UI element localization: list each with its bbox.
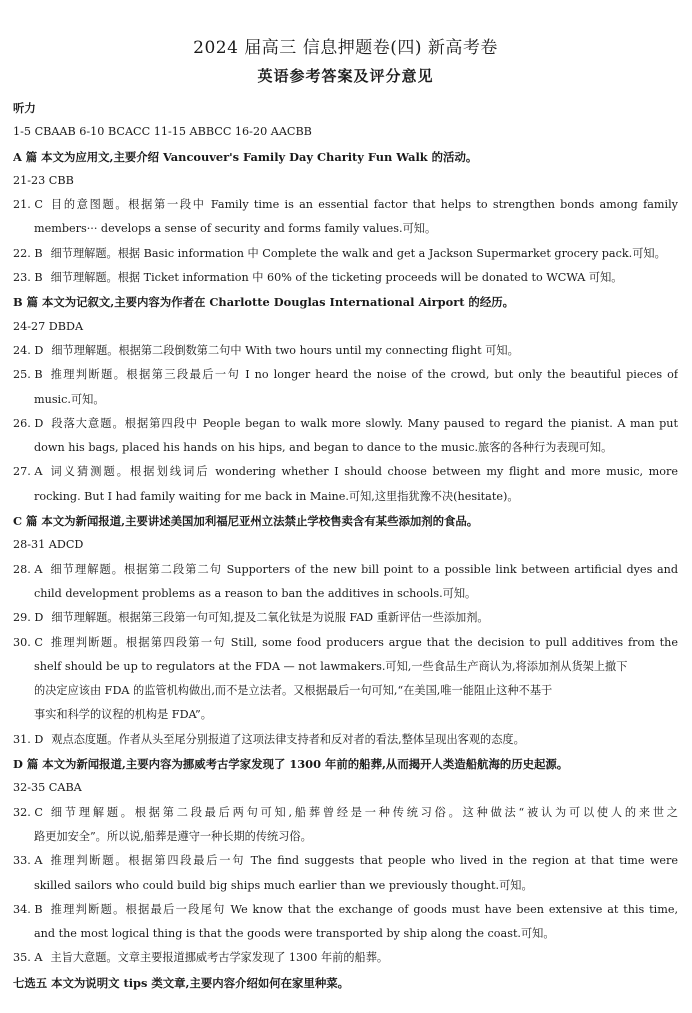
question-number: 24. D [13, 343, 44, 357]
explanation-continuation: 的决定应该由 FDA 的监管机构做出,而不是立法者。又根据最后一句可知,“在美国,唯一能阻止这种不基于 [34, 684, 553, 698]
section-c-heading: C 篇 本文为新闻报道,主要讲述美国加利福尼亚州立法禁止学校售卖含有某些添加剂的食品。 [13, 514, 479, 529]
page-subtitle: 英语参考答案及评分意见 [257, 67, 434, 85]
explanation-continuation: music.可知。 [34, 392, 105, 406]
question-22 [13, 242, 678, 266]
question-29 [13, 606, 678, 630]
page-title: 2024 届高三 信息押题卷(四) 新高考卷 [193, 38, 498, 58]
question-28 [13, 558, 678, 582]
explanation-continuation: rocking. But I had family waiting for me back in Maine.可知,这里指犹豫不决(hesitate)。 [34, 489, 519, 503]
question-number: 23. B [13, 271, 43, 285]
question-number: 25. B [13, 368, 43, 382]
section-b-answers: 24-27 DBDA [13, 319, 84, 333]
question-number: 27. A [13, 465, 43, 479]
explanation-continuation: 事实和科学的议程的机构是 FDA”。 [34, 708, 212, 722]
explanation-line: 目的意图题。根据第一段中 Family time is an essential factor that helps to strengthen bonds among family [50, 198, 678, 212]
explanation-line: 细节理解题。根据第三段第一句可知,提及二氧化钛是为说服 FAD 重新评估一些添加剂。 [51, 611, 489, 625]
section-b-heading: B 篇 本文为记叙文,主要内容为作者在 Charlotte Douglas International Airport 的经历。 [13, 295, 514, 310]
explanation-line: 细节理解题。根据 Ticket information 中 60% of the ticketing proceeds will be donated to WCWA 可知。 [50, 271, 623, 285]
explanation-line: 段落大意题。根据第四段中 People began to walk more slowly. Many paused to regard the pianist. A man put [51, 416, 678, 430]
explanation-line: 词义猜测题。根据划线词后 wondering whether I should choose between my flight and more music, more [50, 465, 678, 479]
question-number: 21. C [13, 198, 43, 212]
answer-content [13, 96, 678, 995]
question-34 [13, 898, 678, 922]
section-c-answers: 28-31 ADCD [13, 538, 84, 552]
question-number: 26. D [13, 416, 44, 430]
explanation-line: 主旨大意题。文章主要报道挪威考古学家发现了 1300 年前的船葬。 [50, 951, 389, 965]
section-a-answers: 21-23 CBB [13, 173, 74, 187]
explanation-continuation: and the most logical thing is that the goods were transported by ship along the coast.可知。 [34, 927, 555, 941]
question-number: 35. A [13, 951, 43, 965]
question-24 [13, 339, 678, 363]
explanation-line: 推理判断题。根据最后一段尾句 We know that the exchange of goods must have been extensive at this time, [50, 902, 678, 916]
question-32 [13, 801, 678, 825]
question-number: 34. B [13, 902, 43, 916]
question-31 [13, 728, 678, 752]
explanation-line: 推理判断题。根据第三段最后一句 I no longer heard the noise of the crowd, but only the beautiful pieces of [50, 368, 678, 382]
question-number: 32. C [13, 805, 43, 819]
question-21 [13, 193, 678, 217]
question-23 [13, 266, 678, 290]
question-number: 33. A [13, 854, 43, 868]
section-a-heading: A 篇 本文为应用文,主要介绍 Vancouver's Family Day Charity Fun Walk 的活动。 [13, 149, 478, 164]
explanation-continuation: child development problems as a reason to ban the additives in schools.可知。 [34, 586, 477, 600]
question-number: 22. B [13, 246, 43, 260]
question-25 [13, 363, 678, 387]
explanation-line: 细节理解题。根据 Basic information 中 Complete the walk and get a Jackson Supermarket grocery pack.可知。 [50, 246, 666, 260]
explanation-line: 推理判断题。根据第四段第一句 Still, some food producers argue that the decision to pull additives from the [50, 635, 678, 649]
explanation-line: 细节理解题。根据第二段最后两句可知,船葬曾经是一种传统习俗。这种做法“被认为可以使人的来世之 [50, 805, 678, 819]
question-27 [13, 460, 678, 484]
explanation-line: 细节理解题。根据第二段倒数第二句中 With two hours until my connecting flight 可知。 [51, 343, 519, 357]
question-number: 28. A [13, 562, 43, 576]
explanation-line: 推理判断题。根据第四段最后一句 The find suggests that people who lived in the region at that time were [50, 854, 678, 868]
explanation-continuation: skilled sailors who could build big ships much earlier than we previously thought.可知。 [34, 878, 533, 892]
listening-heading: 听力 [13, 101, 36, 115]
explanation-continuation: shelf should be up to regulators at the FDA — not lawmakers.可知,一些食品生产商认为,将添加剂从货架上撤下 [34, 659, 628, 673]
question-33 [13, 849, 678, 873]
question-30 [13, 631, 678, 655]
explanation-line: 细节理解题。根据第二段第二句 Supporters of the new bill point to a possible link between artificial dyes and [50, 562, 678, 576]
section-d-answers: 32-35 CABA [13, 781, 82, 795]
listening-answers: 1-5 CBAAB 6-10 BCACC 11-15 ABBCC 16-20 AACBB [13, 125, 312, 139]
question-number: 29. D [13, 611, 44, 625]
question-number: 31. D [13, 732, 44, 746]
explanation-continuation: down his bags, placed his hands on his hips, and began to dance to the music.旅客的各种行为表现可知。 [34, 441, 613, 455]
explanation-continuation: 路更加安全”。所以说,船葬是遵守一种长期的传统习俗。 [34, 829, 312, 843]
section-d-heading: D 篇 本文为新闻报道,主要内容为挪威考古学家发现了 1300 年前的船葬,从而揭开人类造船航海的历史起源。 [13, 757, 569, 772]
question-26 [13, 412, 678, 436]
section-e-heading: 七选五 本文为说明文 tips 类文章,主要内容介绍如何在家里种菜。 [13, 975, 349, 990]
question-number: 30. C [13, 635, 43, 649]
question-35 [13, 946, 678, 970]
explanation-line: 观点态度题。作者从头至尾分别报道了这项法律支持者和反对者的看法,整体呈现出客观的态度。 [51, 732, 525, 746]
explanation-continuation: members··· develops a sense of security and forms family values.可知。 [34, 222, 437, 236]
